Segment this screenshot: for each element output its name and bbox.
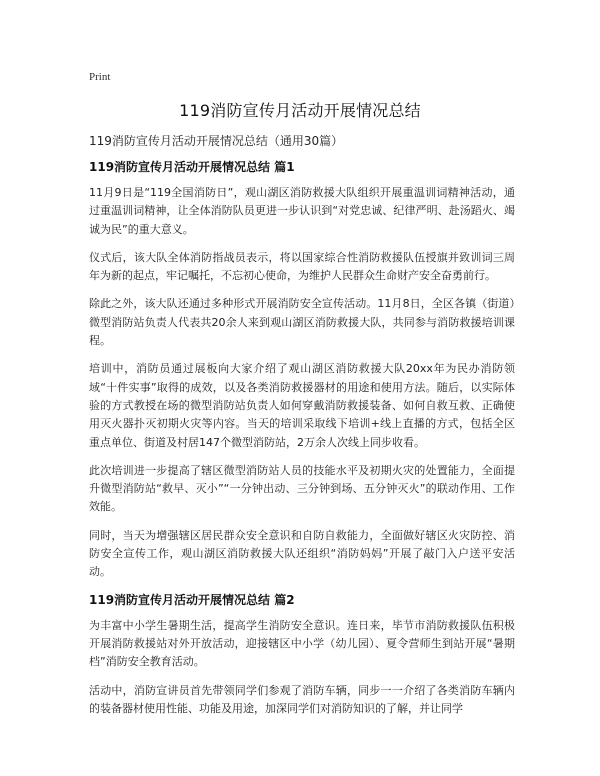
- document-title: 119消防宣传月活动开展情况总结: [179, 101, 421, 120]
- section-1: [89, 159, 515, 582]
- print-label: Print: [89, 71, 111, 83]
- paragraph: 培训中，消防员通过展板向大家介绍了观山湖区消防救援大队20xx年为民办消防领域“十件实事”取得的成效，以及各类消防救援器材的用途和使用方法。随后，以实际体验的方式教授在场的微型消防站负责人如何穿戴消防救援装备、如何自救互救、正确使用灭火器扑灭初期火灾等内容。当天的培训采取线下培训+线上直播的方式，包括全区重点单位、街道及村居147个微型消防站，2万余人次线上同步收看。: [89, 362, 515, 449]
- paragraph: 为丰富中小学生暑期生活，提高学生消防安全意识。连日来，毕节市消防救援队伍积极开展消防救援站对外开放活动，迎接辖区中小学（幼儿园）、夏令营师生到站开展“暑期档”消防安全教育活动。: [89, 618, 515, 669]
- paragraph: 此次培训进一步提高了辖区微型消防站人员的技能水平及初期火灾的处置能力，全面提升微型消防站“救早、灭小”“一分钟出动、三分钟到场、五分钟灭火”的联动作用、工作效能。: [89, 463, 515, 514]
- section-heading: 119消防宣传月活动开展情况总结 篇2: [89, 592, 295, 607]
- section-heading: 119消防宣传月活动开展情况总结 篇1: [89, 160, 295, 174]
- paragraph: 11月9日是“119全国消防日”，观山湖区消防救援大队组织开展重温训词精神活动，通过重温训词精神，让全体消防队员更进一步认识到“对党忠诚、纪律严明、赴汤蹈火、竭诚为民”的重大意义。: [89, 186, 515, 236]
- paragraph: 除此之外，该大队还通过多种形式开展消防安全宣传活动。11月8日，全区各镇（街道）微型消防站负责人代表共20余人来到观山湖区消防救援大队，共同参与消防救援培训课程。: [89, 297, 515, 348]
- document-subtitle: 119消防宣传月活动开展情况总结（通用30篇）: [89, 134, 344, 148]
- paragraph: 同时，当天为增强辖区居民群众安全意识和自防自救能力，全面做好辖区火灾防控、消防安全宣传工作，观山湖区消防救援大队还组织“消防妈妈”开展了敲门入户送平安活动。: [89, 528, 515, 579]
- paragraph: 仪式后，该大队全体消防指战员表示，将以国家综合性消防救援队伍授旗并致训词三周年为新的起点，牢记嘱托，不忘初心使命，为维护人民群众生命财产安全奋勇前行。: [89, 250, 515, 283]
- document-body: [89, 133, 515, 728]
- paragraph: 活动中，消防宣讲员首先带领同学们参观了消防车辆，同步一一介绍了各类消防车辆内的装备器材使用性能、功能及用途，加深同学们对消防知识的了解，并让同学: [89, 683, 515, 715]
- section-2: [89, 592, 515, 718]
